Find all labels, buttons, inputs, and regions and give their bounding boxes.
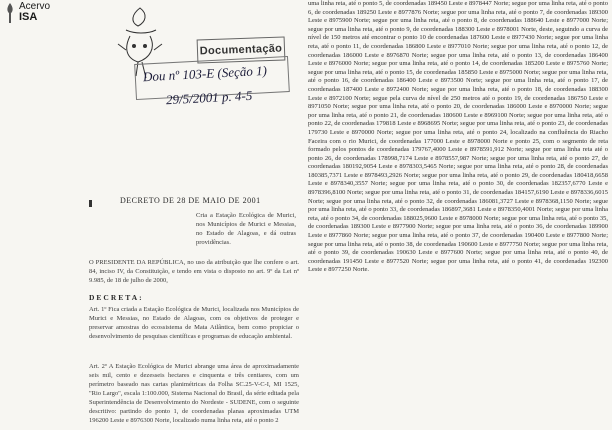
decree-preamble: O PRESIDENTE DA REPÚBLICA, no uso da atribuição que lhe confere o art. 84, inciso IV, da Constituição, e tendo em vista o disposto no art. 9º da Lei nº 9.985, de 18 de julho de 2000, [89,259,299,284]
right-column-text: uma linha reta, até o ponto 5, de coordenadas 189450 Leste e 8978447 Norte; segue por uma linha reta, até o ponto 6, de coordenadas 189250 Leste e 8977876 Norte; segue por uma linha reta, até o ponto 7, de coordenadas 189300 Leste e 8975900 Norte; segue por uma linha reta, até o ponto 8, de coordenadas 188640 Leste e 8977000 Norte; segue por uma linha reta, até o ponto 9, de coordenadas 188300 Leste e 8978001 Norte, deste, seguindo a curva de nível de 150 metros até encontrar o ponto 10 de coordenadas 187600 Leste e 8977430 Norte; segue por uma linha reta, até o ponto 11, de coordenadas 186800 Leste e 8977010 Norte; segue por uma linha reta, até o ponto 12, de coordenadas 186000 Leste e 8976870 Norte; segue por uma linha reta, até o ponto 13, de coordenadas 186400 Leste e 8976000 Norte; segue por uma linha reta, até o ponto 14, de coordenadas 185200 Leste e 8975760 Norte; segue por uma linha reta, até o ponto 15, de coordenadas 185850 Leste e 8975000 Norte; segue por uma linha reta, até o ponto 16, de coordenadas 186400 Leste e 8973500 Norte; segue por uma linha reta, até o ponto 17, de coordenadas 187400 Leste e 8972400 Norte; segue por uma linha reta, até o ponto 18, de coordenadas 188300 Leste e 8972100 Norte; segue pela curva de nível de 250 metros até o ponto 19, de coordenadas 186750 Leste e 8971050 Norte; segue por uma linha reta, até o ponto 20, de coordenadas 186000 Leste e 8970000 Norte; segue por uma linha reta, até o ponto 21, de coordenadas 180600 Leste e 8969100 Norte; segue por uma linha reta, até o ponto 22, de coordenadas 179818 Leste e 8968695 Norte; segue por uma linha reta, até o ponto 23, de coordenadas 179730 Leste e 8970000 Norte; segue por uma linha reta, até o ponto 24, localizado na confluência do Riacho Faceira com o rio Murici, de coordenadas 177000 Leste e 8978000 Norte e ponto 25, com o segmento de reta formado pelos pontos de coordenadas 179767,4000 Leste e 8978591,912 Norte; segue por uma linha reta até o ponto 26, de coordenadas 178998,7174 Leste e 8978557,987 Norte; segue por uma linha reta, até o ponto 27, de coordenadas 180192,9054 Leste e 8978303,5465 Norte; segue por uma linha reta, até o ponto 28, de coordenadas 180385,7371 Leste e 8978493,2926 Norte; segue por uma linha reta, até o ponto 29, de coordenadas 180418,6658 Leste e 8978340,3557 Norte; segue por uma linha reta, até o ponto 30, de coordenadas 182357,6770 Leste e 8978396,8100 Norte; segue por uma linha reta, até o ponto 31, de coordenadas 184157,6190 Leste e 8978336,6015 Norte; segue por uma linha reta, até o ponto 32, de coordenadas 186081,3727 Leste e 8978368,1150 Norte; segue por uma linha reta, até o ponto 33, de coordenadas 186897,3681 Leste e 8978350,4001 Norte; segue por uma linha reta, até o ponto 34, de coordenadas 188025,9600 Leste e 8978000 Norte; segue por uma linha reta, até o ponto 35, de coordenadas 189300 Leste e 8977900 Norte; segue por uma linha reta, até o ponto 36, de coordenadas 189900 Leste e 8977860 Norte; segue por uma linha reta, até o ponto 37, de coordenadas 190400 Leste e 8977800 Norte; segue por uma linha reta, até o ponto 38, de coordenadas 190600 Leste e 8977750 Norte; segue por uma linha reta, até o ponto 39, de coordenadas 190630 Leste e 8977600 Norte; segue por uma linha reta, até o ponto 40, de coordenadas 191450 Leste e 8977520 Norte; segue por uma linha reta, até o ponto 41, de coordenadas 192300 Leste e 8977250 Norte. [308,0,608,274]
isa-logo-icon [4,2,16,24]
handwritten-publication-code: Dou nº 103-E (Seção 1) [142,62,268,85]
logo-line1: Acervo [19,1,51,12]
article-1: Art. 1º Fica criada a Estação Ecológica de Murici, localizada nos Municípios de Murici e Messias, no Estado de Alagoas, com os objetivos de proteger e preservar amostras do ecossistema de Mata Atlântica, bem como propiciar o desenvolvimento de pesquisas científicas e programas de educação ambiental. [89,306,299,340]
logo-line2: ISA [19,11,38,23]
documentacao-stamp: Documentação [197,36,286,63]
handwritten-date: 29/5/2001 p. 4-5 [165,87,253,108]
acervo-isa-logo [4,2,74,28]
decree-title: DECRETO DE 28 DE MAIO DE 2001 [120,196,261,205]
decree-summary: Cria a Estação Ecológica de Murici, nos Municípios de Murici e Messias, no Estado de Alagoas, e dá outras providências. [196,212,296,246]
margin-mark [89,200,92,207]
article-2: Art. 2º A Estação Ecológica de Murici abrange uma área de aproximadamente seis mil, cento e dezesseis hectares e cinquenta e três centiares, com um perímetro baseado nas cartas planimétricas da Folha SC.25-V-C-I, MI 1525, "Rio Largo", escala 1:100.000, Sistema Nacional do Brasil, da série editada pela Superintendência de Desenvolvimento do Nordeste - SUDENE, com o seguinte descritivo: partindo do ponto 1, de coordenadas planas aproximadas UTM 196200 Leste e 8976300 Norte, localizado numa linha reta, até o ponto 2 [89,363,299,424]
decreta-heading: DECRETA: [89,293,144,302]
